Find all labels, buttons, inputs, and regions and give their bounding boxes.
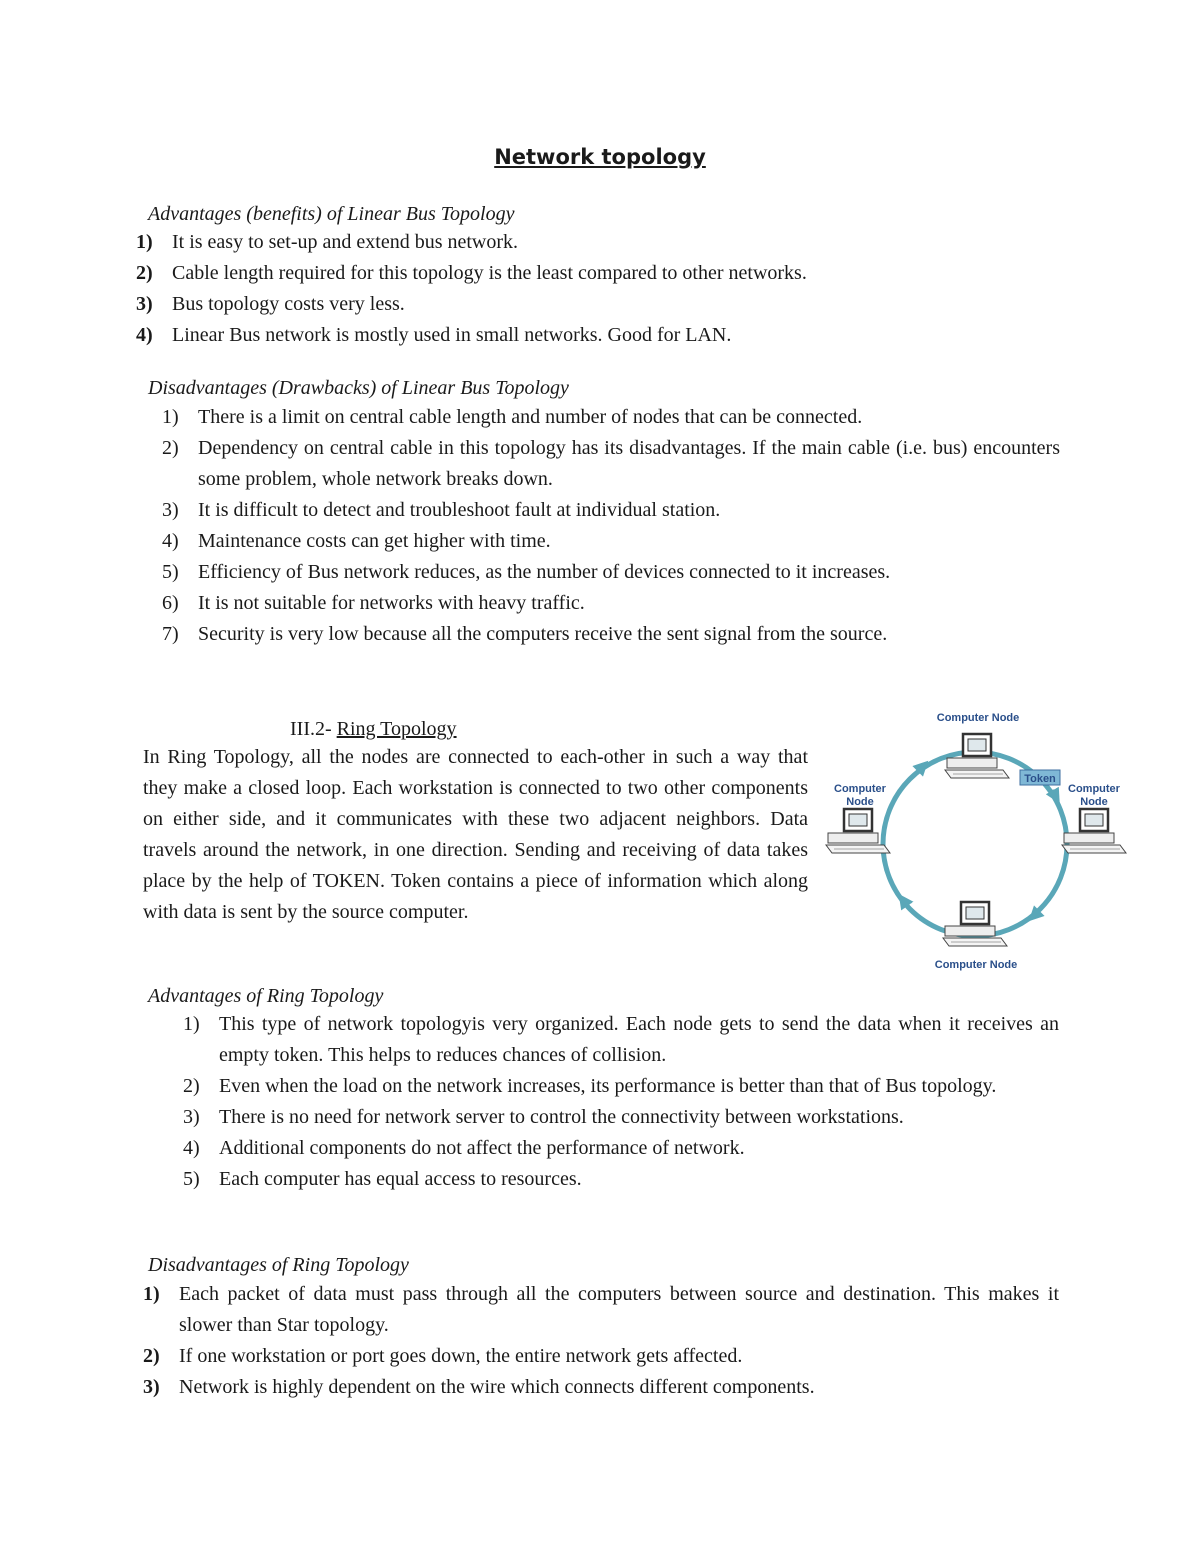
list-number: 2) (136, 262, 153, 284)
list-item (136, 320, 1072, 351)
list-number: 2) (162, 437, 179, 459)
list-text: Security is very low because all the computers receive the sent signal from the source. (198, 623, 888, 645)
computer-node-left (826, 809, 890, 853)
computer-node-right (1062, 809, 1126, 853)
list-text: Dependency on central cable in this topology has its disadvantages. If the main cable (i.e. bus) encounters some problem, whole network breaks down. (198, 437, 1060, 490)
list-item (183, 1071, 1059, 1102)
list-text: Each computer has equal access to resources. (219, 1168, 582, 1190)
list-number: 1) (136, 231, 153, 253)
list-number: 1) (183, 1013, 200, 1035)
bus-advantages-list (136, 227, 1072, 351)
node-label-right-line2: Node (1080, 796, 1108, 808)
list-item (143, 1372, 1059, 1403)
node-label-left-line1: Computer (834, 783, 886, 795)
list-item (136, 289, 1072, 320)
list-number: 3) (162, 499, 179, 521)
token-label: Token (1024, 773, 1056, 785)
list-item (183, 1164, 1059, 1195)
list-text: Each packet of data must pass through all the computers between source and destination. This makes it slower than Star topology. (179, 1283, 1059, 1336)
list-number: 4) (162, 530, 179, 552)
bus-advantages-heading: Advantages (benefits) of Linear Bus Topology (148, 203, 515, 225)
ring-advantages-list (183, 1009, 1059, 1195)
ring-topology-heading (290, 716, 457, 742)
bus-disadvantages-list (162, 402, 1060, 650)
list-text: There is no need for network server to control the connectivity between workstations. (219, 1106, 904, 1128)
ring-disadvantages-heading: Disadvantages of Ring Topology (148, 1254, 409, 1276)
list-text: It is difficult to detect and troubleshoot fault at individual station. (198, 499, 721, 521)
list-text: Even when the load on the network increases, its performance is better than that of Bus topology. (219, 1075, 997, 1097)
list-number: 4) (183, 1137, 200, 1159)
node-label-right-line1: Computer (1068, 783, 1120, 795)
list-number: 3) (136, 293, 153, 315)
list-text: There is a limit on central cable length and number of nodes that can be connected. (198, 406, 863, 428)
list-item (162, 619, 1060, 650)
ring-topology-paragraph: In Ring Topology, all the nodes are connected to each-other in such a way that they make a closed loop. Each workstation is connected to two other components on either side, and it communicates with these two adjacent neighbors. Data travels around the network, in one direction. Sending and receiving of data takes place by the help of TOKEN. Token contains a piece of information which along with data is sent by the source computer. (143, 746, 808, 923)
ring-advantages-heading: Advantages of Ring Topology (148, 985, 384, 1007)
section-number: III.2- (290, 718, 337, 740)
list-number: 6) (162, 592, 179, 614)
list-text: Network is highly dependent on the wire which connects different components. (179, 1376, 815, 1398)
list-number: 7) (162, 623, 179, 645)
list-number: 5) (183, 1168, 200, 1190)
list-text: It is not suitable for networks with heavy traffic. (198, 592, 585, 614)
list-number: 1) (162, 406, 179, 428)
section-title: Ring Topology (336, 718, 457, 740)
list-item (162, 557, 1060, 588)
list-text: Additional components do not affect the performance of network. (219, 1137, 745, 1159)
list-item (162, 588, 1060, 619)
list-text: This type of network topologyis very organized. Each node gets to send the data when it receives an empty token. This helps to reduces chances of collision. (219, 1013, 1059, 1066)
bus-disadvantages-heading: Disadvantages (Drawbacks) of Linear Bus Topology (148, 377, 569, 399)
list-number: 2) (183, 1075, 200, 1097)
list-text: Cable length required for this topology is the least compared to other networks. (172, 262, 807, 284)
list-item (143, 1341, 1059, 1372)
list-text: It is easy to set-up and extend bus network. (172, 231, 519, 253)
list-item (143, 1279, 1059, 1341)
page-title: Network topology (494, 145, 706, 169)
list-number: 3) (183, 1106, 200, 1128)
list-item (162, 495, 1060, 526)
node-label-left-line2: Node (846, 796, 874, 808)
ring-topology-diagram (822, 702, 1132, 974)
list-number: 5) (162, 561, 179, 583)
list-item (183, 1133, 1059, 1164)
list-text: Efficiency of Bus network reduces, as the number of devices connected to it increases. (198, 561, 891, 583)
list-item (136, 258, 1072, 289)
list-number: 2) (143, 1345, 160, 1367)
ring-disadvantages-list (143, 1279, 1059, 1403)
node-label-top: Computer Node (936, 712, 1020, 724)
list-text: Linear Bus network is mostly used in small networks. Good for LAN. (172, 324, 732, 346)
computer-node-bottom (943, 902, 1007, 946)
list-number: 3) (143, 1376, 160, 1398)
list-item (136, 227, 1072, 258)
list-item (183, 1009, 1059, 1071)
list-text: Bus topology costs very less. (172, 293, 405, 315)
list-item (162, 402, 1060, 433)
list-text: Maintenance costs can get higher with time. (198, 530, 551, 552)
list-number: 4) (136, 324, 153, 346)
list-item (162, 433, 1060, 495)
list-number: 1) (143, 1283, 160, 1305)
list-item (183, 1102, 1059, 1133)
node-label-bottom: Computer Node (934, 959, 1018, 971)
list-item (162, 526, 1060, 557)
list-text: If one workstation or port goes down, the entire network gets affected. (179, 1345, 743, 1367)
